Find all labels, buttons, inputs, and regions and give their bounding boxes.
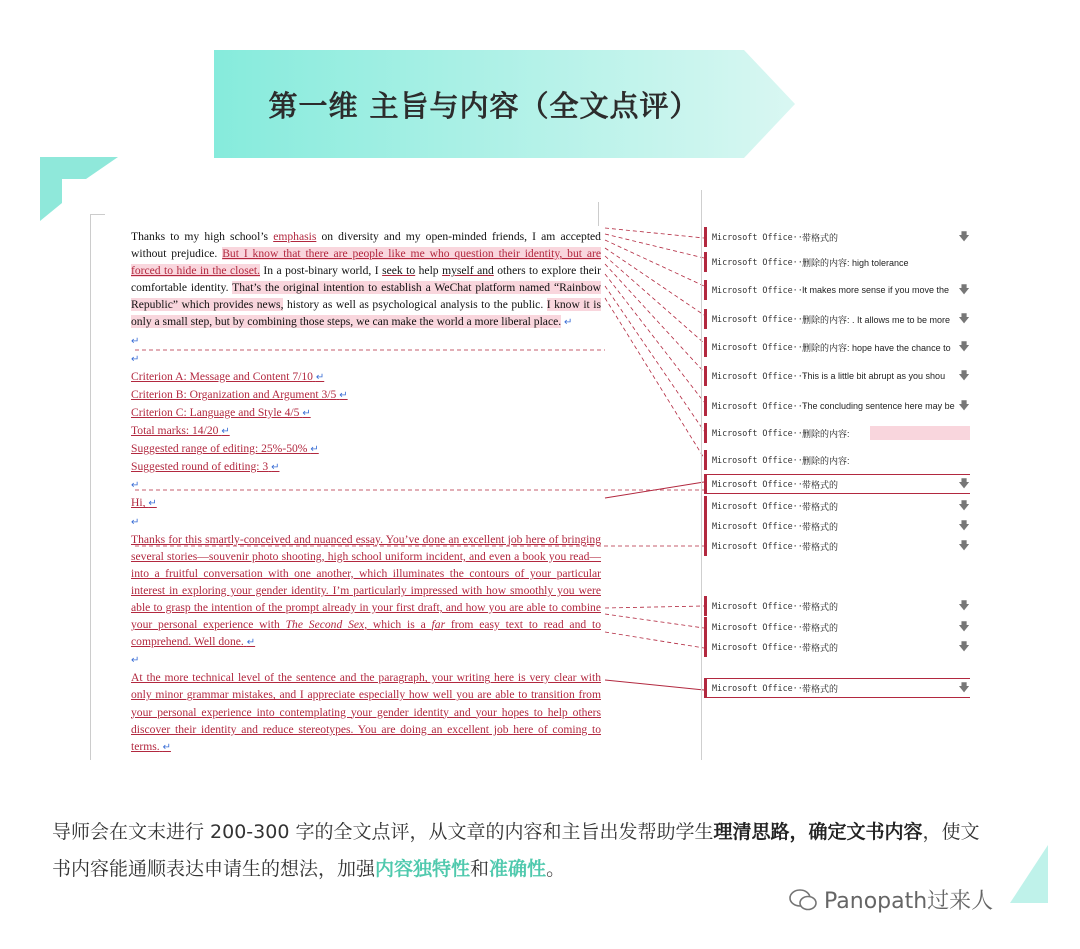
down-arrow-icon: 🡇 — [958, 681, 970, 694]
down-arrow-icon: 🡇 — [958, 230, 970, 243]
editing-range-line: Suggested range of editing: 25%-50% ↵ — [131, 442, 319, 456]
corner-decoration-right — [1010, 845, 1050, 905]
down-arrow-icon: 🡇 — [958, 312, 970, 325]
text-run: Thanks to my high school’s — [131, 230, 274, 243]
down-arrow-icon: 🡇 — [958, 369, 970, 382]
blank-line — [131, 350, 601, 368]
criterion-line: Criterion A: Message and Content 7/10 ↵ — [131, 369, 325, 383]
comment-balloon[interactable]: Microsoft Office··· 删除的内容: high tolerance — [704, 252, 970, 272]
text-run: In a post-binary world, I — [259, 264, 383, 278]
comment-balloon[interactable]: Microsoft Office··· 带格式的 🡇 — [704, 596, 970, 616]
editing-round-line: Suggested round of editing: 3 ↵ — [131, 460, 280, 474]
down-arrow-icon: 🡇 — [958, 539, 970, 552]
paragraph-mark: ↵ — [131, 335, 140, 347]
comment-balloon[interactable]: Microsoft Office··· 带格式的 🡇 — [704, 637, 970, 657]
down-arrow-icon: 🡇 — [958, 477, 970, 490]
comment-balloon[interactable]: Microsoft Office··· 删除的内容: hope have the chance to 🡇 — [704, 337, 970, 357]
paragraph-mark: ↵ — [131, 353, 140, 365]
essay-text — [131, 228, 601, 756]
comment-balloon[interactable]: Microsoft Office··· 带格式的 🡇 — [704, 227, 970, 247]
criterion-line: Criterion B: Organization and Argument 3/5 ↵ — [131, 387, 348, 401]
tracked-insertion: myself and — [442, 264, 494, 278]
down-arrow-icon: 🡇 — [958, 640, 970, 653]
comment-balloon[interactable]: Microsoft Office··· 删除的内容: . It allows me to be more 🡇 — [704, 309, 970, 329]
blank-line: ↵ — [131, 655, 140, 667]
blank-line: ↵ — [131, 516, 140, 528]
caption-text: 导师会在文末进行 200-300 字的全文点评，从文章的内容和主旨出发帮助学生理清思路，确定文书内容，使文书内容能通顺表达申请生的想法，加强内容独特性和准确性。 — [52, 821, 980, 880]
feedback-paragraph: At the more technical level of the sentence and the paragraph, your writing here is very clear with only minor grammar mistakes, and I appreciate especially how well you are able to transition from your personal experience into contemplating your gender identity and your hopes to help others discover their identity and reduce stereotypes. You are doing an excellent job here of coming to terms. ↵ — [131, 671, 601, 753]
header-banner — [214, 50, 795, 158]
wechat-icon — [788, 888, 818, 912]
document-view — [90, 190, 970, 760]
watermark: Panopath过来人 — [788, 884, 993, 915]
down-arrow-icon: 🡇 — [958, 599, 970, 612]
down-arrow-icon: 🡇 — [958, 340, 970, 353]
down-arrow-icon: 🡇 — [958, 399, 970, 412]
comment-balloon[interactable]: Microsoft Office··· 删除的内容: — [704, 450, 970, 470]
text-run: help — [415, 264, 443, 278]
highlighted-revision: I know it is only a small step, but by combining those steps, we can make the world a more liberal place. — [131, 298, 602, 329]
highlighted-revision: But I know that there are people like me who question their identity, but are forced to hide in the closet. — [131, 247, 601, 278]
down-arrow-icon: 🡇 — [958, 283, 970, 296]
greeting-line: Hi, ↵ — [131, 496, 157, 510]
comment-balloon[interactable]: Microsoft Office··· The concluding sentence here may be 🡇 — [704, 396, 970, 416]
blank-line: ↵ — [131, 480, 140, 492]
total-marks-line: Total marks: 14/20 ↵ — [131, 424, 230, 438]
comment-balloon[interactable]: Microsoft Office··· It makes more sense if you move the 🡇 — [704, 280, 970, 300]
comment-balloon[interactable]: Microsoft Office··· This is a little bit abrupt as you shou 🡇 — [704, 366, 970, 386]
comments-pane-divider — [701, 190, 702, 760]
tracked-insertion: seek to — [382, 264, 416, 278]
comment-balloon[interactable]: Microsoft Office··· 带格式的 🡇 — [704, 617, 970, 637]
comment-balloon[interactable]: Microsoft Office··· 删除的内容: — [704, 423, 970, 443]
down-arrow-icon: 🡇 — [958, 499, 970, 512]
comment-balloon[interactable]: Microsoft Office··· 带格式的 🡇 — [704, 496, 970, 516]
comment-balloon[interactable]: Microsoft Office··· 带格式的 🡇 — [704, 678, 970, 698]
down-arrow-icon: 🡇 — [958, 519, 970, 532]
down-arrow-icon: 🡇 — [958, 620, 970, 633]
tracked-insertion: emphasis — [273, 230, 317, 243]
comment-balloon[interactable]: Microsoft Office··· 带格式的 🡇 — [704, 516, 970, 536]
blank-line — [131, 332, 601, 350]
text-run: others to explore their comfortable identity. — [131, 264, 601, 295]
essay-paragraph — [131, 228, 601, 332]
comment-balloon[interactable]: Microsoft Office··· 带格式的 🡇 — [704, 536, 970, 556]
criterion-line: Criterion C: Language and Style 4/5 ↵ — [131, 405, 311, 419]
deleted-content-box — [870, 426, 970, 440]
paragraph-mark: ↵ — [564, 317, 573, 329]
page-title: 第一维 主旨与内容（全文点评） — [268, 88, 700, 123]
text-run: history as well as psychological analysis to the public. — [283, 298, 547, 312]
feedback-paragraph: Thanks for this smartly-conceived and nuanced essay. You’ve done an excellent job here of bringing several stories—souvenir photo shooting, high school uniform incident, and even a book you read—into a fruitful conversation with one another, which illuminates the contours of your particular interest in exploring your gender identity. I’m particularly impressed with how smoothly you were able to grasp the intention of the prompt already in your first draft, and how you are able to combine your personal experience with The Second Sex, which is a far from easy text to read and to comprehend. Well done. ↵ — [131, 532, 601, 649]
text-run: on diversity and my open-minded friends, I am accepted without prejudice. — [131, 230, 601, 261]
highlighted-revision: That’s the original intention to establish a WeChat platform named “Rainbow Republic” which provides news, — [131, 281, 601, 312]
comment-balloon[interactable]: Microsoft Office··· 带格式的 🡇 — [704, 474, 970, 494]
